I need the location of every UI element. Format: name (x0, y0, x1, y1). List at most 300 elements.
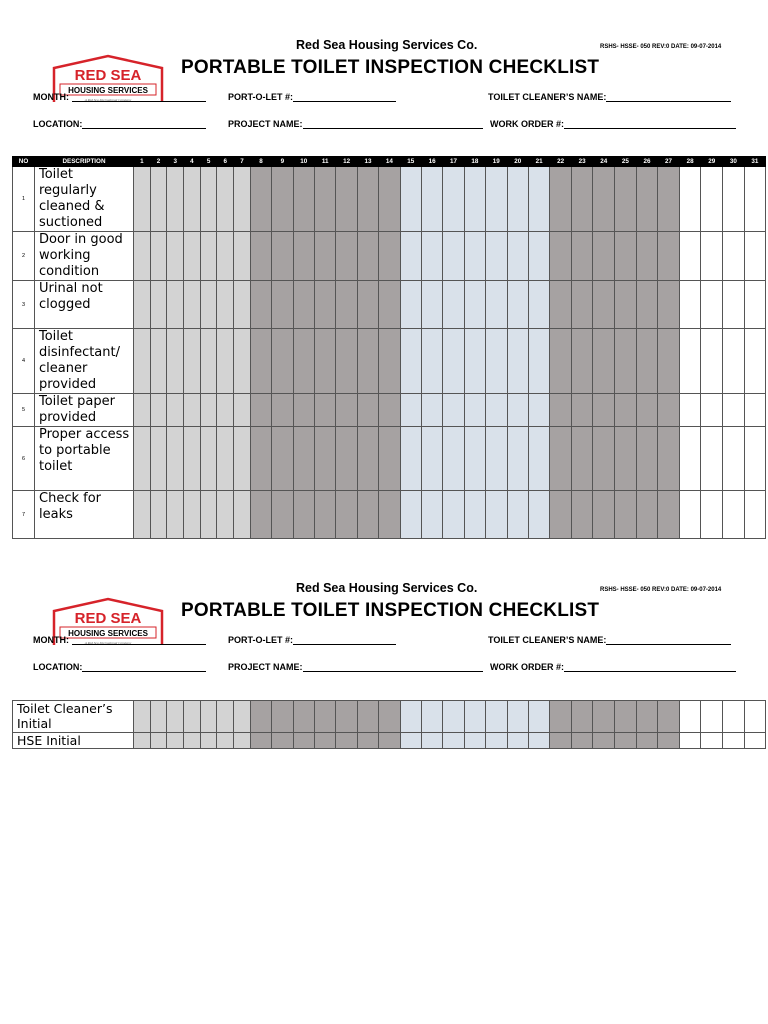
check-cell[interactable] (167, 232, 184, 281)
check-cell[interactable] (217, 232, 234, 281)
initial-cell[interactable] (723, 701, 745, 733)
check-cell[interactable] (571, 167, 593, 232)
initial-cell[interactable] (379, 701, 400, 733)
check-cell[interactable] (379, 427, 400, 491)
initial-cell[interactable] (658, 733, 680, 749)
check-cell[interactable] (658, 329, 680, 394)
check-cell[interactable] (636, 232, 658, 281)
check-cell[interactable] (421, 491, 442, 539)
initial-cell[interactable] (443, 701, 464, 733)
check-cell[interactable] (167, 329, 184, 394)
check-cell[interactable] (293, 491, 314, 539)
check-cell[interactable] (464, 167, 485, 232)
check-cell[interactable] (550, 329, 572, 394)
check-cell[interactable] (357, 329, 378, 394)
initial-cell[interactable] (679, 733, 701, 749)
check-cell[interactable] (167, 394, 184, 427)
check-cell[interactable] (443, 394, 464, 427)
check-cell[interactable] (250, 329, 271, 394)
check-cell[interactable] (593, 232, 615, 281)
check-cell[interactable] (184, 167, 201, 232)
check-cell[interactable] (336, 281, 357, 329)
check-cell[interactable] (134, 232, 151, 281)
check-cell[interactable] (272, 394, 293, 427)
check-cell[interactable] (134, 329, 151, 394)
check-cell[interactable] (464, 329, 485, 394)
check-cell[interactable] (336, 394, 357, 427)
check-cell[interactable] (701, 394, 723, 427)
initial-cell[interactable] (150, 701, 167, 733)
check-cell[interactable] (464, 394, 485, 427)
initial-cell[interactable] (336, 701, 357, 733)
check-cell[interactable] (486, 167, 507, 232)
check-cell[interactable] (400, 329, 421, 394)
check-cell[interactable] (357, 232, 378, 281)
check-cell[interactable] (593, 427, 615, 491)
check-cell[interactable] (528, 281, 549, 329)
initial-cell[interactable] (550, 701, 572, 733)
initial-cell[interactable] (272, 733, 293, 749)
check-cell[interactable] (200, 427, 217, 491)
location-field[interactable] (33, 662, 206, 672)
check-cell[interactable] (357, 427, 378, 491)
check-cell[interactable] (314, 329, 335, 394)
check-cell[interactable] (357, 281, 378, 329)
initial-cell[interactable] (200, 733, 217, 749)
initial-cell[interactable] (357, 733, 378, 749)
check-cell[interactable] (679, 427, 701, 491)
initial-cell[interactable] (150, 733, 167, 749)
check-cell[interactable] (658, 394, 680, 427)
initial-cell[interactable] (658, 701, 680, 733)
month-blank[interactable] (72, 635, 206, 645)
check-cell[interactable] (421, 232, 442, 281)
check-cell[interactable] (250, 281, 271, 329)
check-cell[interactable] (550, 281, 572, 329)
initial-cell[interactable] (571, 701, 593, 733)
check-cell[interactable] (507, 427, 528, 491)
check-cell[interactable] (314, 281, 335, 329)
check-cell[interactable] (421, 427, 442, 491)
check-cell[interactable] (744, 281, 766, 329)
check-cell[interactable] (167, 281, 184, 329)
check-cell[interactable] (272, 491, 293, 539)
check-cell[interactable] (723, 281, 745, 329)
initial-cell[interactable] (636, 701, 658, 733)
project-name-field[interactable] (228, 119, 483, 129)
check-cell[interactable] (336, 329, 357, 394)
check-cell[interactable] (550, 394, 572, 427)
check-cell[interactable] (314, 427, 335, 491)
check-cell[interactable] (379, 491, 400, 539)
check-cell[interactable] (528, 394, 549, 427)
check-cell[interactable] (486, 329, 507, 394)
initial-cell[interactable] (701, 701, 723, 733)
check-cell[interactable] (293, 167, 314, 232)
check-cell[interactable] (571, 281, 593, 329)
check-cell[interactable] (150, 394, 167, 427)
check-cell[interactable] (272, 329, 293, 394)
work-order-blank[interactable] (564, 119, 736, 129)
check-cell[interactable] (679, 281, 701, 329)
check-cell[interactable] (234, 491, 251, 539)
check-cell[interactable] (486, 491, 507, 539)
initial-cell[interactable] (184, 701, 201, 733)
initial-cell[interactable] (507, 733, 528, 749)
check-cell[interactable] (200, 394, 217, 427)
check-cell[interactable] (217, 281, 234, 329)
initial-cell[interactable] (293, 733, 314, 749)
check-cell[interactable] (336, 427, 357, 491)
check-cell[interactable] (571, 491, 593, 539)
check-cell[interactable] (379, 281, 400, 329)
port-o-let-field[interactable] (228, 92, 396, 102)
check-cell[interactable] (658, 281, 680, 329)
check-cell[interactable] (550, 232, 572, 281)
initial-cell[interactable] (593, 733, 615, 749)
check-cell[interactable] (293, 281, 314, 329)
check-cell[interactable] (571, 232, 593, 281)
check-cell[interactable] (421, 394, 442, 427)
check-cell[interactable] (184, 427, 201, 491)
check-cell[interactable] (443, 427, 464, 491)
check-cell[interactable] (184, 232, 201, 281)
check-cell[interactable] (723, 329, 745, 394)
check-cell[interactable] (507, 167, 528, 232)
check-cell[interactable] (443, 491, 464, 539)
initial-cell[interactable] (486, 701, 507, 733)
check-cell[interactable] (658, 491, 680, 539)
check-cell[interactable] (400, 491, 421, 539)
work-order-field[interactable] (490, 119, 736, 129)
initial-cell[interactable] (679, 701, 701, 733)
check-cell[interactable] (550, 491, 572, 539)
check-cell[interactable] (723, 167, 745, 232)
check-cell[interactable] (744, 329, 766, 394)
check-cell[interactable] (217, 427, 234, 491)
check-cell[interactable] (314, 232, 335, 281)
check-cell[interactable] (134, 491, 151, 539)
initial-cell[interactable] (421, 701, 442, 733)
check-cell[interactable] (400, 167, 421, 232)
initial-cell[interactable] (571, 733, 593, 749)
check-cell[interactable] (293, 232, 314, 281)
location-blank[interactable] (82, 662, 206, 672)
initial-cell[interactable] (379, 733, 400, 749)
cleaner-name-field[interactable] (488, 92, 731, 102)
check-cell[interactable] (314, 394, 335, 427)
check-cell[interactable] (507, 232, 528, 281)
initial-cell[interactable] (528, 733, 549, 749)
check-cell[interactable] (464, 281, 485, 329)
check-cell[interactable] (701, 491, 723, 539)
check-cell[interactable] (336, 491, 357, 539)
check-cell[interactable] (528, 232, 549, 281)
check-cell[interactable] (636, 167, 658, 232)
check-cell[interactable] (234, 394, 251, 427)
location-field[interactable] (33, 119, 206, 129)
check-cell[interactable] (250, 232, 271, 281)
initial-cell[interactable] (134, 701, 151, 733)
check-cell[interactable] (679, 232, 701, 281)
check-cell[interactable] (293, 427, 314, 491)
check-cell[interactable] (379, 329, 400, 394)
initial-cell[interactable] (400, 701, 421, 733)
initial-cell[interactable] (250, 733, 271, 749)
check-cell[interactable] (314, 491, 335, 539)
initial-cell[interactable] (217, 701, 234, 733)
check-cell[interactable] (507, 491, 528, 539)
check-cell[interactable] (293, 329, 314, 394)
initial-cell[interactable] (217, 733, 234, 749)
check-cell[interactable] (507, 394, 528, 427)
check-cell[interactable] (200, 232, 217, 281)
check-cell[interactable] (293, 394, 314, 427)
location-blank[interactable] (82, 119, 206, 129)
check-cell[interactable] (150, 427, 167, 491)
check-cell[interactable] (550, 427, 572, 491)
check-cell[interactable] (636, 427, 658, 491)
port-o-let-field[interactable] (228, 635, 396, 645)
check-cell[interactable] (421, 329, 442, 394)
check-cell[interactable] (200, 491, 217, 539)
check-cell[interactable] (150, 167, 167, 232)
project-name-blank[interactable] (303, 119, 483, 129)
month-blank[interactable] (72, 92, 206, 102)
initial-cell[interactable] (167, 733, 184, 749)
check-cell[interactable] (571, 394, 593, 427)
check-cell[interactable] (486, 281, 507, 329)
initial-cell[interactable] (250, 701, 271, 733)
check-cell[interactable] (701, 329, 723, 394)
check-cell[interactable] (167, 491, 184, 539)
check-cell[interactable] (507, 281, 528, 329)
initial-cell[interactable] (200, 701, 217, 733)
check-cell[interactable] (250, 394, 271, 427)
check-cell[interactable] (400, 232, 421, 281)
check-cell[interactable] (744, 232, 766, 281)
check-cell[interactable] (701, 281, 723, 329)
check-cell[interactable] (723, 394, 745, 427)
initial-cell[interactable] (615, 701, 637, 733)
initial-cell[interactable] (234, 733, 251, 749)
check-cell[interactable] (701, 427, 723, 491)
check-cell[interactable] (636, 491, 658, 539)
check-cell[interactable] (234, 329, 251, 394)
check-cell[interactable] (379, 394, 400, 427)
check-cell[interactable] (486, 427, 507, 491)
check-cell[interactable] (184, 281, 201, 329)
check-cell[interactable] (134, 427, 151, 491)
check-cell[interactable] (658, 427, 680, 491)
check-cell[interactable] (679, 329, 701, 394)
check-cell[interactable] (464, 491, 485, 539)
check-cell[interactable] (421, 281, 442, 329)
check-cell[interactable] (528, 491, 549, 539)
check-cell[interactable] (528, 167, 549, 232)
check-cell[interactable] (571, 329, 593, 394)
check-cell[interactable] (272, 281, 293, 329)
check-cell[interactable] (400, 281, 421, 329)
check-cell[interactable] (272, 427, 293, 491)
initial-cell[interactable] (400, 733, 421, 749)
check-cell[interactable] (357, 491, 378, 539)
check-cell[interactable] (528, 427, 549, 491)
check-cell[interactable] (486, 394, 507, 427)
check-cell[interactable] (615, 394, 637, 427)
initial-cell[interactable] (593, 701, 615, 733)
check-cell[interactable] (528, 329, 549, 394)
initial-cell[interactable] (744, 701, 766, 733)
initial-cell[interactable] (550, 733, 572, 749)
check-cell[interactable] (486, 232, 507, 281)
check-cell[interactable] (679, 491, 701, 539)
check-cell[interactable] (593, 394, 615, 427)
check-cell[interactable] (234, 427, 251, 491)
check-cell[interactable] (400, 427, 421, 491)
check-cell[interactable] (701, 232, 723, 281)
check-cell[interactable] (184, 491, 201, 539)
check-cell[interactable] (744, 491, 766, 539)
check-cell[interactable] (272, 167, 293, 232)
check-cell[interactable] (744, 167, 766, 232)
check-cell[interactable] (167, 427, 184, 491)
check-cell[interactable] (150, 281, 167, 329)
check-cell[interactable] (507, 329, 528, 394)
project-name-blank[interactable] (303, 662, 483, 672)
check-cell[interactable] (679, 167, 701, 232)
check-cell[interactable] (134, 167, 151, 232)
check-cell[interactable] (217, 491, 234, 539)
check-cell[interactable] (421, 167, 442, 232)
check-cell[interactable] (550, 167, 572, 232)
check-cell[interactable] (234, 232, 251, 281)
initial-cell[interactable] (167, 701, 184, 733)
check-cell[interactable] (658, 232, 680, 281)
cleaner-name-field[interactable] (488, 635, 731, 645)
check-cell[interactable] (615, 491, 637, 539)
check-cell[interactable] (701, 167, 723, 232)
check-cell[interactable] (636, 394, 658, 427)
check-cell[interactable] (150, 491, 167, 539)
check-cell[interactable] (379, 167, 400, 232)
initial-cell[interactable] (314, 701, 335, 733)
check-cell[interactable] (636, 281, 658, 329)
month-field[interactable] (33, 92, 206, 102)
check-cell[interactable] (443, 232, 464, 281)
check-cell[interactable] (464, 232, 485, 281)
check-cell[interactable] (336, 167, 357, 232)
initial-cell[interactable] (615, 733, 637, 749)
initial-cell[interactable] (528, 701, 549, 733)
check-cell[interactable] (217, 329, 234, 394)
check-cell[interactable] (615, 281, 637, 329)
check-cell[interactable] (150, 329, 167, 394)
check-cell[interactable] (200, 167, 217, 232)
check-cell[interactable] (250, 491, 271, 539)
check-cell[interactable] (744, 427, 766, 491)
initial-cell[interactable] (464, 733, 485, 749)
check-cell[interactable] (250, 427, 271, 491)
initial-cell[interactable] (723, 733, 745, 749)
work-order-blank[interactable] (564, 662, 736, 672)
port-o-let-blank[interactable] (293, 635, 396, 645)
check-cell[interactable] (200, 329, 217, 394)
check-cell[interactable] (357, 167, 378, 232)
check-cell[interactable] (200, 281, 217, 329)
check-cell[interactable] (593, 167, 615, 232)
initial-cell[interactable] (134, 733, 151, 749)
check-cell[interactable] (167, 167, 184, 232)
check-cell[interactable] (744, 394, 766, 427)
check-cell[interactable] (723, 232, 745, 281)
initial-cell[interactable] (293, 701, 314, 733)
check-cell[interactable] (443, 329, 464, 394)
check-cell[interactable] (379, 232, 400, 281)
check-cell[interactable] (723, 491, 745, 539)
initial-cell[interactable] (507, 701, 528, 733)
initial-cell[interactable] (314, 733, 335, 749)
month-field[interactable] (33, 635, 206, 645)
check-cell[interactable] (234, 281, 251, 329)
initial-cell[interactable] (744, 733, 766, 749)
check-cell[interactable] (234, 167, 251, 232)
check-cell[interactable] (615, 427, 637, 491)
work-order-field[interactable] (490, 662, 736, 672)
check-cell[interactable] (134, 394, 151, 427)
cleaner-name-blank[interactable] (606, 92, 731, 102)
check-cell[interactable] (443, 281, 464, 329)
initial-cell[interactable] (184, 733, 201, 749)
check-cell[interactable] (615, 329, 637, 394)
cleaner-name-blank[interactable] (606, 635, 731, 645)
check-cell[interactable] (593, 491, 615, 539)
initial-cell[interactable] (636, 733, 658, 749)
initial-cell[interactable] (234, 701, 251, 733)
check-cell[interactable] (723, 427, 745, 491)
check-cell[interactable] (314, 167, 335, 232)
initial-cell[interactable] (443, 733, 464, 749)
check-cell[interactable] (571, 427, 593, 491)
initial-cell[interactable] (486, 733, 507, 749)
check-cell[interactable] (464, 427, 485, 491)
initial-cell[interactable] (272, 701, 293, 733)
check-cell[interactable] (150, 232, 167, 281)
check-cell[interactable] (593, 281, 615, 329)
check-cell[interactable] (184, 329, 201, 394)
initial-cell[interactable] (421, 733, 442, 749)
check-cell[interactable] (400, 394, 421, 427)
check-cell[interactable] (336, 232, 357, 281)
check-cell[interactable] (357, 394, 378, 427)
check-cell[interactable] (615, 232, 637, 281)
initial-cell[interactable] (336, 733, 357, 749)
initial-cell[interactable] (701, 733, 723, 749)
check-cell[interactable] (250, 167, 271, 232)
check-cell[interactable] (679, 394, 701, 427)
check-cell[interactable] (272, 232, 293, 281)
project-name-field[interactable] (228, 662, 483, 672)
check-cell[interactable] (217, 394, 234, 427)
port-o-let-blank[interactable] (293, 92, 396, 102)
check-cell[interactable] (217, 167, 234, 232)
check-cell[interactable] (658, 167, 680, 232)
check-cell[interactable] (615, 167, 637, 232)
check-cell[interactable] (636, 329, 658, 394)
initial-cell[interactable] (357, 701, 378, 733)
check-cell[interactable] (134, 281, 151, 329)
check-cell[interactable] (593, 329, 615, 394)
